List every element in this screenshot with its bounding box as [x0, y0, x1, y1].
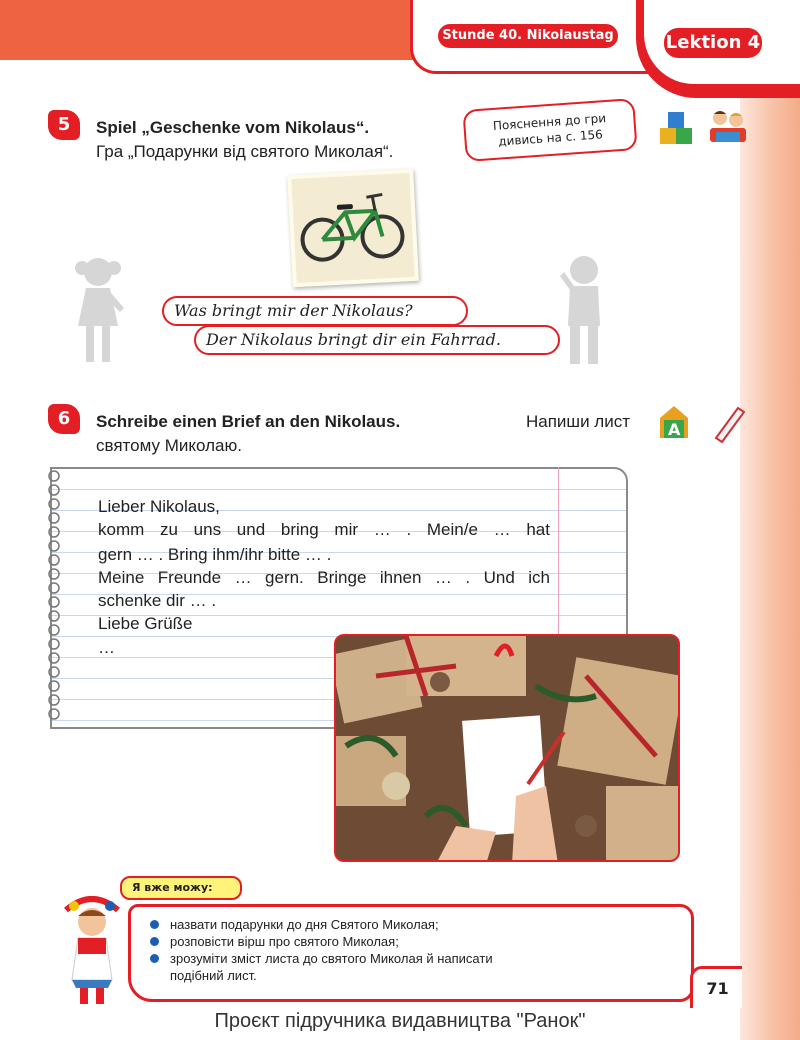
- bicycle-icon: [291, 173, 414, 283]
- task-number-badge: 5: [48, 110, 80, 140]
- skill-item: розповісти вірш про святого Миколая;: [150, 933, 670, 950]
- boy-silhouette: [556, 250, 612, 368]
- bicycle-photo: [287, 169, 419, 287]
- write-icon: [656, 402, 748, 444]
- lesson-title-badge: Stunde 40. Nikolaustag: [438, 24, 618, 48]
- note-line-1: Пояснення до гри: [492, 111, 607, 133]
- answer-bubble: Der Nikolaus bringt dir ein Fahrrad.: [194, 325, 560, 355]
- task6-title: [96, 410, 630, 458]
- task5-title: [96, 116, 393, 164]
- game-note-box: [462, 98, 637, 162]
- note-line-2: дивись на с. 156: [497, 127, 604, 149]
- task6-title-ua-2: святому Миколаю.: [96, 436, 242, 455]
- lektion-badge: Lektion 4: [664, 28, 762, 58]
- letter-line: Lieber Nikolaus,: [98, 497, 220, 516]
- letter-line: komm zu uns und bring mir … . Mein/e … hat: [98, 520, 550, 539]
- kids-reading-icon: [706, 108, 750, 148]
- svg-text:A: A: [668, 420, 681, 439]
- skill-item-continued: подібний лист.: [170, 968, 257, 983]
- footer-text: Проєкт підручника видавництва "Ранок": [214, 1010, 586, 1032]
- skill-item: зрозуміти зміст листа до святого Миколая й написати: [150, 950, 670, 967]
- task5-title-de: Spiel „Geschenke vom Nikolaus“.: [96, 118, 370, 137]
- page-number: 71: [690, 966, 742, 1008]
- notebook-spiral: [44, 470, 64, 728]
- task6-title-ua-1: Напиши лист: [526, 412, 630, 431]
- task5-title-ua: Гра „Подарунки від святого Миколая“.: [96, 142, 394, 161]
- paper-margin-line: [558, 467, 559, 635]
- letter-line: schenke dir … .: [98, 591, 217, 610]
- skills-list: [150, 916, 670, 984]
- gifts-writing-illustration: [336, 636, 680, 862]
- toy-blocks-icon: [658, 110, 694, 148]
- letter-line: Liebe Grüße: [98, 614, 193, 633]
- skill-item: назвати подарунки до дня Святого Миколая;: [150, 916, 670, 933]
- question-bubble: Was bringt mir der Nikolaus?: [162, 296, 468, 326]
- letter-line: gern … . Bring ihm/ihr bitte … .: [98, 545, 332, 564]
- task6-title-de: Schreibe einen Brief an den Nikolaus.: [96, 412, 401, 431]
- skills-label: Я вже можу:: [120, 876, 242, 900]
- task-number-badge: 6: [48, 404, 80, 434]
- page-edge-strip: [740, 0, 800, 1040]
- girl-silhouette: [66, 250, 128, 368]
- letter-line: …: [98, 638, 115, 657]
- writing-letter-photo: [334, 634, 680, 862]
- letter-line: Meine Freunde … gern. Bringe ihnen … . Und ich: [98, 568, 550, 587]
- ukrainian-girl-illustration: [60, 896, 124, 1008]
